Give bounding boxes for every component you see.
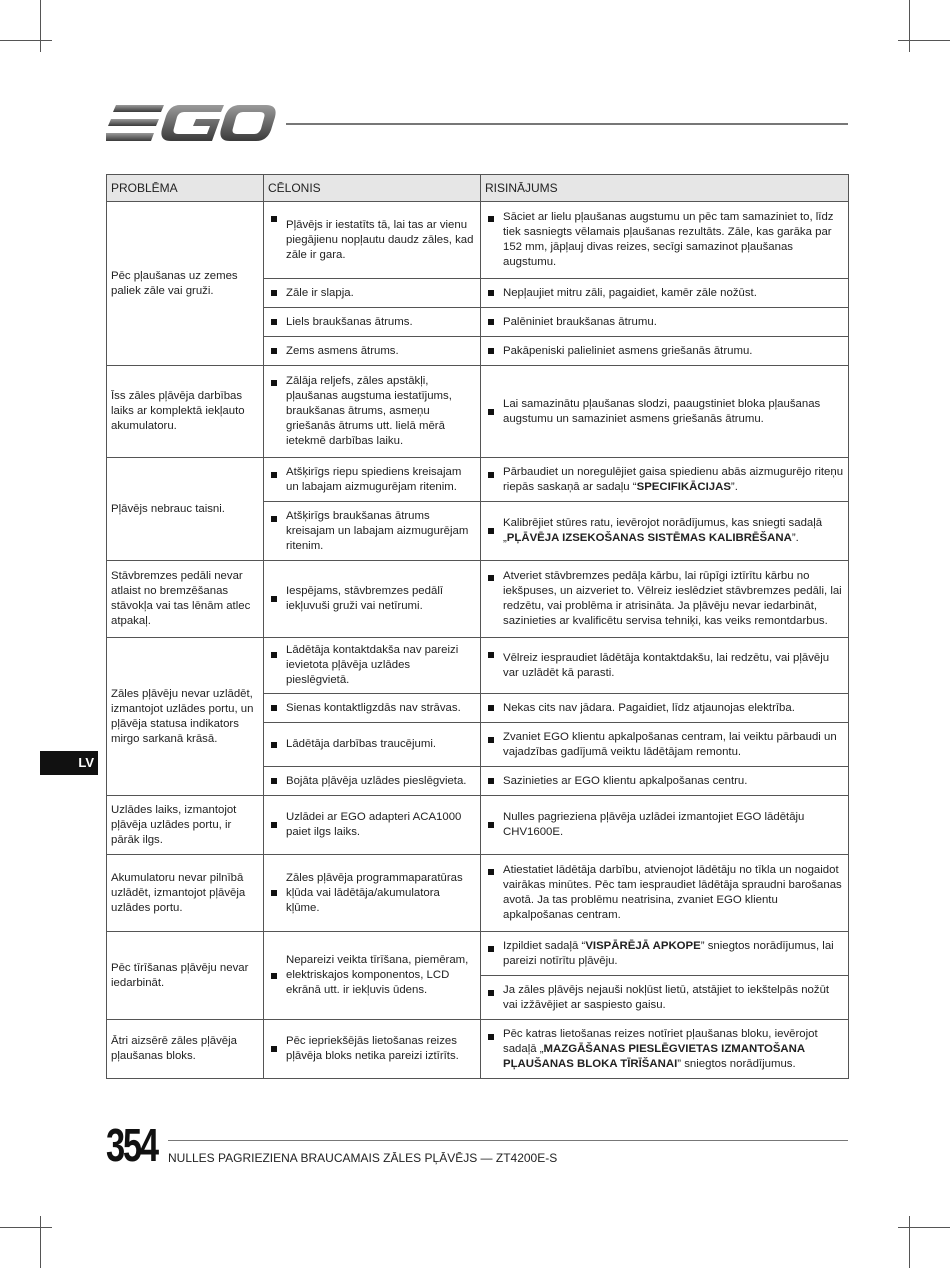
solution-text: ”. bbox=[730, 480, 738, 493]
table-header-row bbox=[107, 175, 849, 202]
cause-cell: Liels braukšanas ātrums. bbox=[264, 308, 481, 337]
solution-cell bbox=[481, 502, 849, 561]
solution-cell: Sāciet ar lielu pļaušanas augstumu un pēc tam samaziniet to, līdz tiek sasniegts vēlamais pļaušanas rezultāts. Zāle, kas garāka par 152 mm, jāpļauj divas reizes, secīgi samazinot pļaušanas augstumu. bbox=[481, 202, 849, 279]
problem-cell: Stāvbremzes pedāli nevar atlaist no bremzēšanas stāvokļa vai tas lēnām atlec atpakaļ. bbox=[107, 561, 264, 638]
cause-cell: Lādētāja darbības traucējumi. bbox=[264, 723, 481, 767]
table-row bbox=[107, 1020, 849, 1079]
solution-cell: Nekas cits nav jādara. Pagaidiet, līdz atjaunojas elektrība. bbox=[481, 694, 849, 723]
problem-cell: Pēc tīrīšanas pļāvēju nevar iedarbināt. bbox=[107, 932, 264, 1020]
problem-cell: Pļāvējs nebrauc taisni. bbox=[107, 458, 264, 561]
crop-mark bbox=[898, 40, 950, 41]
crop-mark bbox=[0, 1227, 52, 1228]
header-solution: RISINĀJUMS bbox=[481, 175, 849, 202]
cause-cell: Nepareizi veikta tīrīšana, piemēram, elektriskajos komponentos, LCD ekrānā utt. ir iekļuvis ūdens. bbox=[264, 932, 481, 1020]
header-problem: PROBLĒMA bbox=[107, 175, 264, 202]
cause-cell: Zālāja reljefs, zāles apstākļi, pļaušanas augstuma iestatījums, braukšanas ātrums, asmeņu griešanās ātrums utt. lielā mērā ietekmē darbības laiku. bbox=[264, 366, 481, 458]
problem-cell: Uzlādes laiks, izmantojot pļāvēja uzlādes portu, ir pārāk ilgs. bbox=[107, 796, 264, 855]
solution-cell: Palēniniet braukšanas ātrumu. bbox=[481, 308, 849, 337]
cause-cell: Zāles pļāvēja programmaparatūras kļūda vai lādētāja/akumulatora kļūme. bbox=[264, 855, 481, 932]
crop-mark bbox=[909, 0, 910, 52]
language-tab: LV bbox=[40, 751, 98, 775]
solution-cell: Atveriet stāvbremzes pedāļa kārbu, lai rūpīgi iztīrītu kārbu no iekšpuses, un aizveriet to. Vēlreiz ieslēdziet stāvbremzes pedāli, lai redzētu, vai problēma ir atrisināta. Ja pļāvēju nevar iedarbināt, sazinieties ar kvalificētu servisa tehniķi, kas veiks remontdarbus. bbox=[481, 561, 849, 638]
crop-mark bbox=[898, 1227, 950, 1228]
solution-cell: Ja zāles pļāvējs nejauši nokļūst lietū, atstājiet to iekštelpās nožūt vai izžāvējiet ar saspiesto gaisu. bbox=[481, 976, 849, 1020]
table-row bbox=[107, 932, 849, 976]
crop-mark bbox=[40, 1216, 41, 1268]
footer-rule bbox=[168, 1140, 848, 1141]
table-row bbox=[107, 458, 849, 502]
cause-cell: Atšķirīgs riepu spiediens kreisajam un labajam aizmugurējam ritenim. bbox=[264, 458, 481, 502]
table-row bbox=[107, 638, 849, 694]
cause-cell: Pēc iepriekšējās lietošanas reizes pļāvēja bloks netika pareizi iztīrīts. bbox=[264, 1020, 481, 1079]
crop-mark bbox=[0, 40, 52, 41]
table-row bbox=[107, 796, 849, 855]
solution-text: Pārbaudiet un noregulējiet gaisa spiedienu abās aizmugurējo riteņu riepās saskaņā ar sadaļu “ bbox=[503, 465, 844, 493]
problem-cell: Ātri aizsērē zāles pļāvēja pļaušanas bloks. bbox=[107, 1020, 264, 1079]
header-cause: CĒLONIS bbox=[264, 175, 481, 202]
table-row bbox=[107, 561, 849, 638]
problem-cell: Pēc pļaušanas uz zemes paliek zāle vai gruži. bbox=[107, 202, 264, 366]
table-row bbox=[107, 855, 849, 932]
crop-mark bbox=[909, 1216, 910, 1268]
solution-cell bbox=[481, 458, 849, 502]
section-reference: SPECIFIKĀCIJAS bbox=[636, 480, 731, 493]
solution-text: Izpildiet sadaļā “ bbox=[503, 939, 586, 952]
section-reference: PĻĀVĒJA IZSEKOŠANAS SISTĒMAS KALIBRĒŠANA bbox=[506, 532, 792, 544]
problem-cell: Akumulatoru nevar pilnībā uzlādēt, izmantojot pļāvēja uzlādes portu. bbox=[107, 855, 264, 932]
cause-cell: Pļāvējs ir iestatīts tā, lai tas ar vienu piegājienu nopļautu daudz zāles, kad zāle ir gara. bbox=[264, 202, 481, 279]
section-reference: VISPĀRĒJĀ APKOPE bbox=[585, 939, 701, 952]
problem-cell: Īss zāles pļāvēja darbības laiks ar komplektā iekļauto akumulatoru. bbox=[107, 366, 264, 458]
solution-text: Pēc katras lietošanas reizes notīriet pļaušanas bloku, ievērojot sadaļā „ bbox=[503, 1027, 818, 1055]
solution-cell: Atiestatiet lādētāja darbību, atvienojot lādētāju no tīkla un nogaidot vairākas minūtes. Pēc tam iespraudiet lādētāja spraudni barošanas avotā. Ja tas problēmu neatrisina, zvaniet EGO klientu apkalpošanas centram. bbox=[481, 855, 849, 932]
solution-text: ” sniegtos norādījumus, lai pareizi notīrītu pļāvēju. bbox=[503, 939, 834, 967]
cause-cell: Uzlādei ar EGO adapteri ACA1000 paiet ilgs laiks. bbox=[264, 796, 481, 855]
solution-text: ” sniegtos norādījumus. bbox=[677, 1057, 796, 1070]
solution-cell: Nepļaujiet mitru zāli, pagaidiet, kamēr zāle nožūst. bbox=[481, 279, 849, 308]
cause-cell: Atšķirīgs braukšanas ātrums kreisajam un labajam aizmugurējam ritenim. bbox=[264, 502, 481, 561]
solution-cell: Lai samazinātu pļaušanas slodzi, paaugstiniet bloka pļaušanas augstumu un samaziniet asmens griešanās ātrumu. bbox=[481, 366, 849, 458]
cause-cell: Lādētāja kontaktdakša nav pareizi ievietota pļāvēja uzlādes pieslēgvietā. bbox=[264, 638, 481, 694]
cause-cell: Sienas kontaktligzdās nav strāvas. bbox=[264, 694, 481, 723]
troubleshooting-table bbox=[106, 174, 849, 1079]
ego-logo bbox=[106, 104, 276, 142]
solution-cell bbox=[481, 1020, 849, 1079]
crop-mark bbox=[40, 0, 41, 52]
cause-cell: Bojāta pļāvēja uzlādes pieslēgvieta. bbox=[264, 767, 481, 796]
page-number: 354 bbox=[106, 1119, 157, 1171]
footer-title: NULLES PAGRIEZIENA BRAUCAMAIS ZĀLES PĻĀVĒJS — ZT4200E-S bbox=[168, 1151, 558, 1165]
header-rule bbox=[286, 123, 848, 125]
problem-cell: Zāles pļāvēju nevar uzlādēt, izmantojot uzlādes portu, un pļāvēja statusa indikators mirgo sarkanā krāsā. bbox=[107, 638, 264, 796]
table-row bbox=[107, 202, 849, 279]
solution-cell: Vēlreiz iespraudiet lādētāja kontaktdakšu, lai redzētu, vai pļāvēju var uzlādēt kā parasti. bbox=[481, 638, 849, 694]
solution-text: Kalibrējiet stūres ratu, ievērojot norādījumus, kas sniegti sadaļā „ bbox=[503, 517, 823, 544]
table-row bbox=[107, 366, 849, 458]
solution-cell: Zvaniet EGO klientu apkalpošanas centram, lai veiktu pārbaudi un vajadzības gadījumā veiktu lādētājam remontu. bbox=[481, 723, 849, 767]
cause-cell: Zems asmens ātrums. bbox=[264, 337, 481, 366]
solution-cell bbox=[481, 932, 849, 976]
solution-text: ”. bbox=[791, 532, 799, 544]
solution-cell: Pakāpeniski palieliniet asmens griešanās ātrumu. bbox=[481, 337, 849, 366]
cause-cell: Iespējams, stāvbremzes pedālī iekļuvuši gruži vai netīrumi. bbox=[264, 561, 481, 638]
solution-cell: Sazinieties ar EGO klientu apkalpošanas centru. bbox=[481, 767, 849, 796]
solution-cell: Nulles pagrieziena pļāvēja uzlādei izmantojiet EGO lādētāju CHV1600E. bbox=[481, 796, 849, 855]
section-reference: MAZGĀŠANAS PIESLĒGVIETAS IZMANTOŠANA PĻAUŠANAS BLOKA TĪRĪŠANAI bbox=[503, 1042, 805, 1070]
cause-cell: Zāle ir slapja. bbox=[264, 279, 481, 308]
